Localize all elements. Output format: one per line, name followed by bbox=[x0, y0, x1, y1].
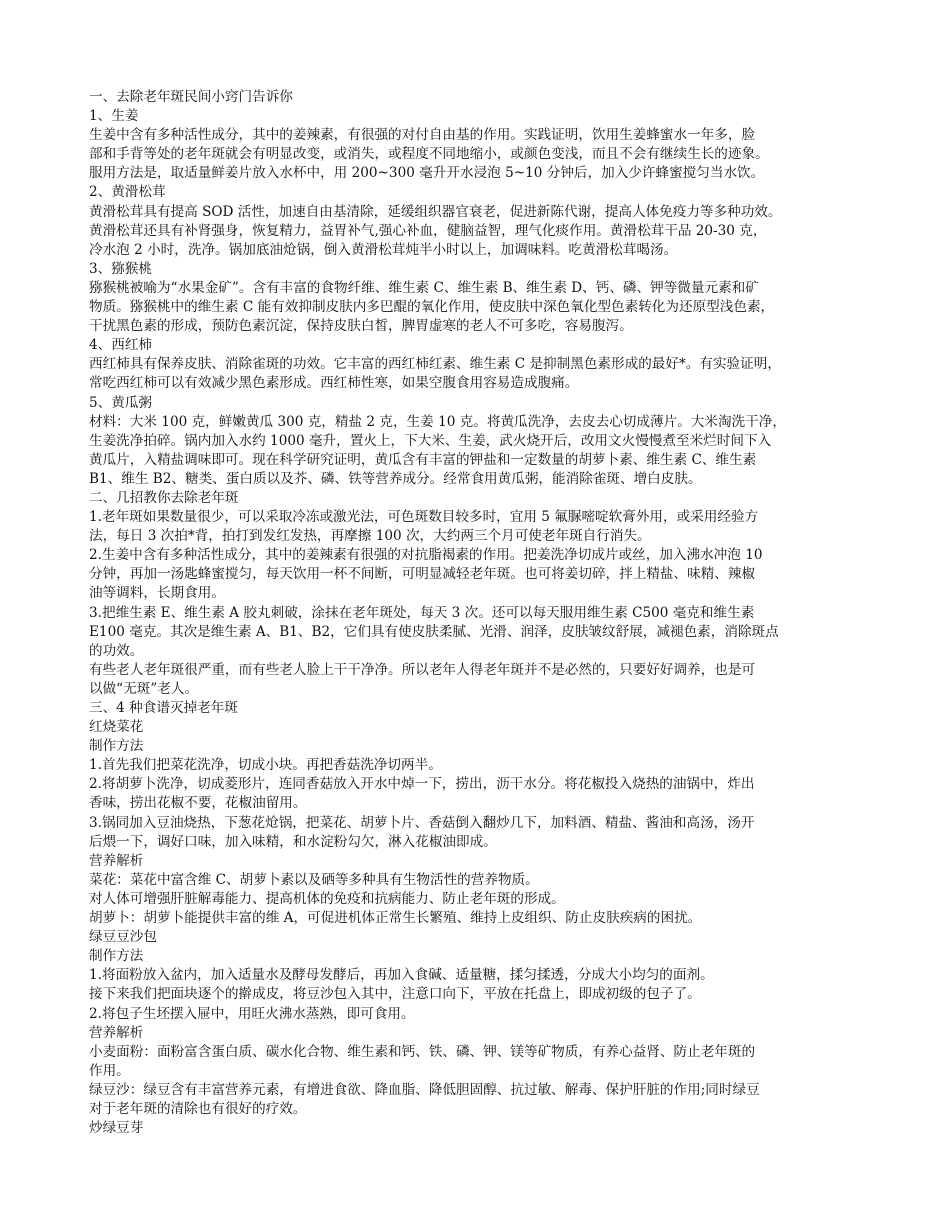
section-heading bbox=[89, 699, 861, 718]
text-line: E100 毫克。其次是维生素 A、B1、B2，它们具有使皮肤柔腻、光滑、润泽，皮肤皱纹舒展，减褪色素，消除斑点 bbox=[89, 623, 779, 640]
text-line: 3.锅同加入豆油烧热，下葱花炝锅，把菜花、胡萝卜片、香菇倒入翻炒几下，加料酒、精盐、酱油和高汤，汤开 bbox=[89, 814, 755, 831]
text-line: 生姜洗净拍碎。锅内加入水约 1000 毫升，置火上，下大米、生姜，武火烧开后，改用文火慢慢煮至米烂时间下入 bbox=[89, 432, 772, 449]
text-line: 对于老年斑的清除也有很好的疗效。 bbox=[89, 1100, 307, 1117]
section-heading bbox=[89, 183, 861, 202]
paragraph bbox=[89, 661, 861, 699]
section-heading bbox=[89, 88, 861, 107]
paragraph bbox=[89, 756, 861, 775]
text-line: 干扰黑色素的形成，预防色素沉淀，保持皮肤白皙，脾胃虚寒的老人不可多吃，容易腹泻。 bbox=[89, 318, 633, 335]
section-heading bbox=[89, 947, 861, 966]
section-heading bbox=[89, 737, 861, 756]
section-heading bbox=[89, 489, 861, 508]
paragraph bbox=[89, 604, 861, 661]
text-line: 后煨一下，调好口味，加入味精，和水淀粉勾欠，淋入花椒油即成。 bbox=[89, 833, 497, 850]
text-line: 5、黄瓜粥 bbox=[89, 394, 153, 411]
text-line: 2.生姜中含有多种活性成分，其中的姜辣素有很强的对抗脂褐素的作用。把姜洗净切成片或丝，加入沸水冲泡 10 bbox=[89, 547, 763, 564]
text-line: 4、西红柿 bbox=[89, 337, 153, 354]
text-line: 1.首先我们把菜花洗净，切成小块。再把香菇洗净切两半。 bbox=[89, 757, 442, 774]
section-heading bbox=[89, 394, 861, 413]
text-line: 1.老年斑如果数量很少，可以采取冷冻或激光法，可色斑数目较多时，宜用 5 氟脲嘧啶软膏外用，或采用经验方 bbox=[89, 509, 759, 526]
section-heading bbox=[89, 1119, 861, 1138]
text-line: 西红柿具有保养皮肤、消除雀斑的功效。它丰富的西红柿红素、维生素 C 是抑制黑色素形成的最好*。有实验证明， bbox=[89, 356, 781, 373]
paragraph bbox=[89, 279, 861, 336]
text-line: 1、生姜 bbox=[89, 108, 139, 125]
text-line: 菜花：菜花中富含维 C、胡萝卜素以及硒等多种具有生物活性的营养物质。 bbox=[89, 871, 539, 888]
text-line: 炒绿豆芽 bbox=[89, 1120, 144, 1137]
text-line: 3、猕猴桃 bbox=[89, 260, 153, 277]
text-line: 生姜中含有多种活性成分，其中的姜辣素，有很强的对付自由基的作用。实践证明，饮用生姜蜂蜜水一年多，脸 bbox=[89, 127, 756, 144]
text-line: 物质。猕猴桃中的维生素 C 能有效抑制皮肤内多巴醌的氧化作用，使皮肤中深色氧化型色素转化为还原型浅色素， bbox=[89, 299, 775, 316]
section-heading bbox=[89, 260, 861, 279]
text-line: 分钟，再加一汤匙蜂蜜搅匀，每天饮用一杯不间断，可明显减轻老年斑。也可将姜切碎，拌上精盐、味精、辣椒 bbox=[89, 566, 756, 583]
document-body bbox=[89, 88, 861, 1138]
text-line: 的功效。 bbox=[89, 642, 144, 659]
text-line: 有些老人老年斑很严重，而有些老人脸上干干净净。所以老年人得老年斑并不是必然的，只要好好调养，也是可 bbox=[89, 661, 756, 678]
paragraph bbox=[89, 966, 861, 985]
text-line: 油等调料，长期食用。 bbox=[89, 585, 225, 602]
text-line: 3.把维生素 E、维生素 A 胶丸刺破，涂抹在老年斑处，每天 3 次。还可以每天服用维生素 C500 毫克和维生素 bbox=[89, 604, 755, 621]
text-line: 2、黄滑松茸 bbox=[89, 184, 166, 201]
text-line: 香味，捞出花椒不要，花椒油留用。 bbox=[89, 795, 307, 812]
text-line: 服用方法是，取适量鲜姜片放入水杯中，用 200~300 毫升开水浸泡 5~10 分钟后，加入少许蜂蜜搅匀当水饮。 bbox=[89, 165, 765, 182]
section-heading bbox=[89, 928, 861, 947]
section-heading bbox=[89, 107, 861, 126]
text-line: 2.将胡萝卜洗净，切成菱形片，连同香菇放入开水中焯一下，捞出，沥干水分。将花椒投入烧热的油锅中，炸出 bbox=[89, 776, 755, 793]
text-line: 制作方法 bbox=[89, 948, 144, 965]
text-line: 部和手背等处的老年斑就会有明显改变，或消失，或程度不同地缩小，或颜色变浅，而且不会有继续生长的迹象。 bbox=[89, 146, 769, 163]
paragraph bbox=[89, 126, 861, 183]
text-line: 红烧菜花 bbox=[89, 719, 144, 736]
text-line: 对人体可增强肝脏解毒能力、提高机体的免疫和抗病能力、防止老年斑的形成。 bbox=[89, 890, 565, 907]
paragraph bbox=[89, 1043, 861, 1081]
text-line: 冷水泡 2 小时，洗净。锅加底油炝锅，倒入黄滑松茸炖半小时以上，加调味料。吃黄滑松茸喝汤。 bbox=[89, 241, 678, 258]
text-line: 营养解析 bbox=[89, 852, 144, 869]
paragraph bbox=[89, 871, 861, 890]
paragraph bbox=[89, 1081, 861, 1119]
text-line: 制作方法 bbox=[89, 738, 144, 755]
section-heading bbox=[89, 852, 861, 871]
text-line: 1.将面粉放入盆内，加入适量水及酵母发酵后，再加入食碱、适量糖，揉匀揉透，分成大小均匀的面剂。 bbox=[89, 967, 714, 984]
text-line: 营养解析 bbox=[89, 1024, 144, 1041]
text-line: 法，每日 3 次拍*背，拍打到发红发热，再摩擦 100 次，大约两三个月可使老年斑自行消失。 bbox=[89, 528, 651, 545]
text-line: 常吃西红柿可以有效减少黑色素形成。西红柿性寒，如果空腹食用容易造成腹痛。 bbox=[89, 375, 579, 392]
text-line: 黄滑松茸还具有补肾强身，恢复精力，益胃补气,强心补血，健脑益智，理气化痰作用。黄滑松茸干品 20-30 克， bbox=[89, 222, 767, 239]
text-line: 黄瓜片，入精盐调味即可。现在科学研究证明，黄瓜含有丰富的钾盐和一定数量的胡萝卜素、维生素 C、维生素 bbox=[89, 451, 757, 468]
text-line: 黄滑松茸具有提高 SOD 活性，加速自由基清除，延缓组织器官衰老，促进新陈代谢，提高人体免疫力等多种功效。 bbox=[89, 203, 782, 220]
paragraph bbox=[89, 355, 861, 393]
section-heading bbox=[89, 336, 861, 355]
text-line: 作用。 bbox=[89, 1062, 130, 1079]
text-line: 材料：大米 100 克，鲜嫩黄瓜 300 克，精盐 2 克，生姜 10 克。将黄瓜洗净，去皮去心切成薄片。大米淘洗干净， bbox=[89, 413, 786, 430]
paragraph bbox=[89, 985, 861, 1004]
text-line: 绿豆豆沙包 bbox=[89, 929, 157, 946]
paragraph bbox=[89, 814, 861, 852]
paragraph bbox=[89, 413, 861, 489]
text-line: 二、几招教你去除老年斑 bbox=[89, 489, 239, 506]
section-heading bbox=[89, 718, 861, 737]
paragraph bbox=[89, 1005, 861, 1024]
paragraph bbox=[89, 546, 861, 603]
text-line: B1、维生 B2、糖类、蛋白质以及芥、磷、铁等营养成分。经常食用黄瓜粥，能消除雀斑、增白皮肤。 bbox=[89, 470, 702, 487]
text-line: 三、4 种食谱灭掉老年斑 bbox=[89, 700, 238, 716]
paragraph bbox=[89, 508, 861, 546]
text-line: 一、去除老年斑民间小窍门告诉你 bbox=[89, 89, 293, 105]
text-line: 猕猴桃被喻为“水果金矿”。含有丰富的食物纤维、维生素 C、维生素 B、维生素 D、钙、磷、钾等微量元素和矿 bbox=[89, 279, 759, 296]
text-line: 小麦面粉：面粉富含蛋白质、碳水化合物、维生素和钙、铁、磷、钾、镁等矿物质，有养心益肾、防止老年斑的 bbox=[89, 1043, 756, 1060]
text-line: 接下来我们把面块逐个的擀成皮，将豆沙包入其中，注意口向下，平放在托盘上，即成初级的包子了。 bbox=[89, 986, 701, 1003]
paragraph bbox=[89, 203, 861, 260]
text-line: 胡萝卜：胡萝卜能提供丰富的维 A，可促进机体正常生长繁殖、维持上皮组织、防止皮肤疾病的困扰。 bbox=[89, 910, 702, 927]
paragraph bbox=[89, 909, 861, 928]
section-heading bbox=[89, 1024, 861, 1043]
text-line: 绿豆沙：绿豆含有丰富营养元素，有增进食欲、降血脂、降低胆固醇、抗过敏、解毒、保护肝脏的作用;同时绿豆 bbox=[89, 1081, 760, 1098]
paragraph bbox=[89, 775, 861, 813]
text-line: 2.将包子生坯摆入屉中，用旺火沸水蒸熟，即可食用。 bbox=[89, 1005, 415, 1022]
text-line: 以做“无斑”老人。 bbox=[89, 680, 199, 697]
paragraph bbox=[89, 890, 861, 909]
